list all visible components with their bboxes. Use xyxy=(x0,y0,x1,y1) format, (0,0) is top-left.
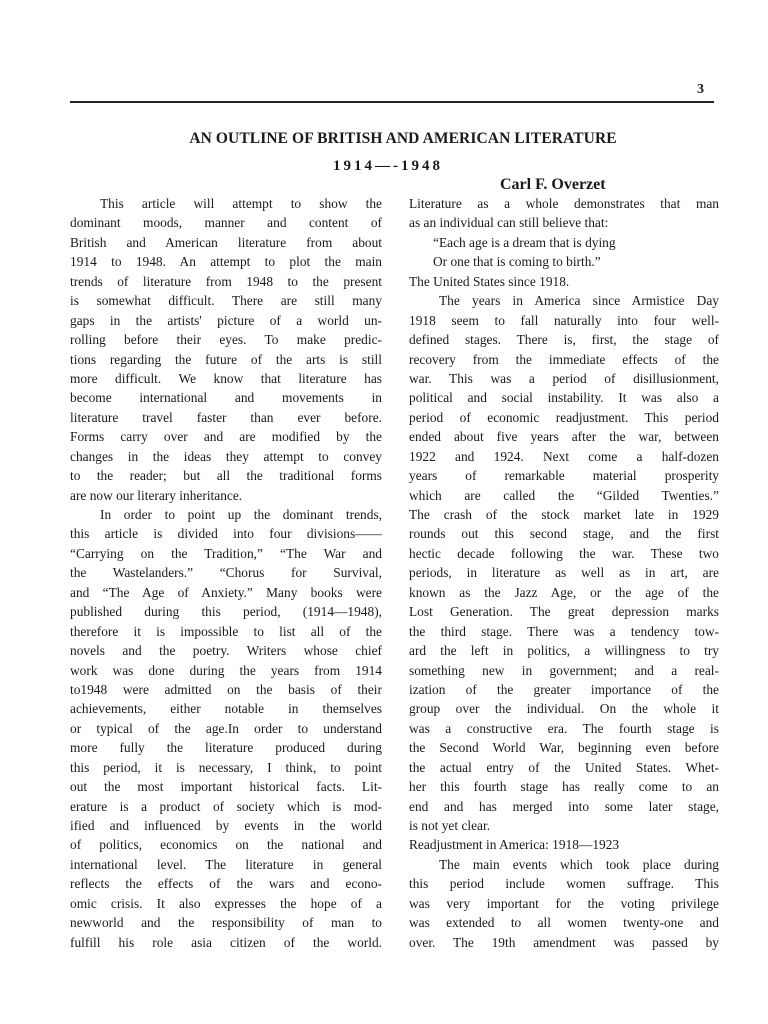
text-line: end and has merged into some later stage, xyxy=(409,798,719,814)
text-line: This article will attempt to show the xyxy=(100,196,382,211)
text-line: dominant moods, manner and content of xyxy=(70,215,382,231)
text-line: The years in America since Armistice Day xyxy=(439,293,719,309)
text-line: the actual entry of the United States. Whet- xyxy=(409,759,719,775)
text-line: more difficult. We know that literature has xyxy=(70,370,382,386)
text-line: ization of the greater importance of the xyxy=(409,681,719,697)
text-line: ended about five years after the war, between xyxy=(409,429,719,445)
text-line: to the reader; but all the traditional forms xyxy=(70,468,382,484)
text-line: trends of literature from 1948 to the present xyxy=(70,273,382,289)
left-column xyxy=(70,194,382,952)
text-line: as an individual can still believe that: xyxy=(409,215,609,231)
text-line: novels and the poetry. Writers whose chief xyxy=(70,643,382,659)
header-rule xyxy=(70,101,714,103)
text-line: ified and influenced by events in the world xyxy=(70,818,382,833)
text-line: are now our literary inheritance. xyxy=(70,487,243,503)
section-heading: Readjustment in America: 1918—1923 xyxy=(409,837,620,853)
text-line: tions regarding the future of the arts is still xyxy=(70,351,382,367)
text-line: war. This was a period of disillusionment, xyxy=(409,370,719,386)
text-line: period of economic readjustment. This period xyxy=(409,409,719,425)
text-line: achievements, either notable in themselves xyxy=(70,701,382,717)
article-author: Carl F. Overzet xyxy=(500,176,606,193)
text-line: this article is divided into four divisions—— xyxy=(70,526,382,542)
text-line: rounds out this second stage, and the first xyxy=(409,526,719,542)
article-title: AN OUTLINE OF BRITISH AND AMERICAN LITERATURE xyxy=(189,130,617,147)
text-line: 1922 and 1924. Next come a half-dozen xyxy=(409,448,719,464)
text-line: out the most important historical facts. Lit- xyxy=(70,779,382,795)
text-line: published during this period, (1914—1948), xyxy=(70,604,382,620)
text-line: become international and movements in xyxy=(70,390,382,406)
text-line: something new in government; and a real- xyxy=(409,662,719,678)
article-years: 1914—-1948 xyxy=(333,158,443,174)
text-line: changes in the ideas they attempt to convey xyxy=(70,448,382,464)
text-line: recovery from the immediate effects of the xyxy=(409,351,719,367)
text-line: was a constructive era. The fourth stage is xyxy=(409,720,719,736)
text-line: over. The 19th amendment was passed by xyxy=(409,934,719,950)
text-line: the Wastelanders.” “Chorus for Survival, xyxy=(70,565,382,581)
text-line: was extended to all women twenty-one and xyxy=(409,915,719,931)
text-line: is not yet clear. xyxy=(409,818,491,833)
text-line: is somewhat difficult. There are still many xyxy=(70,293,382,309)
text-line: her this fourth stage has really come to an xyxy=(409,779,719,795)
text-line: The crash of the stock market late in 1929 xyxy=(409,507,719,522)
text-line: or typical of the age.In order to understand xyxy=(70,720,382,736)
text-line: Forms carry over and are modified by the xyxy=(70,429,382,445)
text-line: hectic decade following the war. These two xyxy=(409,545,719,561)
text-line: literature travel faster than ever before. xyxy=(70,409,382,425)
text-line: this period, it is necessary, I think, to point xyxy=(70,759,382,775)
text-line: the third stage. There was a tendency tow- xyxy=(409,623,719,639)
text-line: 1918 seem to fall naturally into four well- xyxy=(409,312,719,328)
text-line: years of remarkable material prosperity xyxy=(409,468,719,484)
text-line: group over the individual. On the whole it xyxy=(409,701,719,717)
text-line: was very important for the voting privilege xyxy=(409,895,719,911)
text-line: known as the Jazz Age, or the age of the xyxy=(409,584,719,600)
text-line: this period include women suffrage. This xyxy=(409,876,719,892)
text-line: Lost Generation. The great depression marks xyxy=(409,604,719,620)
text-line: defined stages. There is, first, the stage of xyxy=(409,332,719,348)
text-line: Literature as a whole demonstrates that man xyxy=(409,196,719,211)
text-line: gaps in the artists' picture of a world un- xyxy=(70,312,382,328)
text-line: “Carrying on the Tradition,” “The War and xyxy=(70,545,382,561)
text-line: 1914 to 1948. An attempt to plot the main xyxy=(70,254,382,270)
text-line: omic crisis. It also expresses the hope of a xyxy=(70,895,382,911)
text-line: In order to point up the dominant trends, xyxy=(100,507,382,522)
text-line: British and American literature from about xyxy=(70,234,382,250)
text-line: which are called the “Gilded Twenties.” xyxy=(409,487,719,503)
text-line: more fully the literature produced during xyxy=(70,740,382,756)
text-line: political and social instability. It was also a xyxy=(409,390,719,406)
text-line: and “The Age of Anxiety.” Many books were xyxy=(70,584,382,600)
text-line: therefore it is impossible to list all of the xyxy=(70,623,382,639)
quote-line: Or one that is coming to birth.” xyxy=(433,254,601,270)
page-number: 3 xyxy=(697,82,704,97)
text-line: reflects the effects of the wars and econo- xyxy=(70,876,382,892)
text-line: to1948 were admitted on the basis of their xyxy=(70,681,382,697)
section-heading: The United States since 1918. xyxy=(409,273,570,289)
text-line: the Second World War, beginning even before xyxy=(409,740,719,756)
text-line: fulfill his role asia citizen of the world. xyxy=(70,934,382,950)
text-line: The main events which took place during xyxy=(439,856,719,872)
text-line: erature is a product of society which is mod- xyxy=(70,798,382,814)
text-line: of politics, economics on the national and xyxy=(70,837,382,853)
right-column xyxy=(409,194,719,952)
text-line: international level. The literature in general xyxy=(70,856,382,872)
text-line: ard the left in politics, a willingness to try xyxy=(409,643,719,659)
quote-line: “Each age is a dream that is dying xyxy=(433,234,616,250)
text-line: newworld and the responsibility of man to xyxy=(70,915,382,931)
text-line: rolling before their eyes. To make predic- xyxy=(70,332,382,348)
text-line: periods, in literature as well as in art, are xyxy=(409,565,719,581)
text-line: work was done during the years from 1914 xyxy=(70,662,382,678)
